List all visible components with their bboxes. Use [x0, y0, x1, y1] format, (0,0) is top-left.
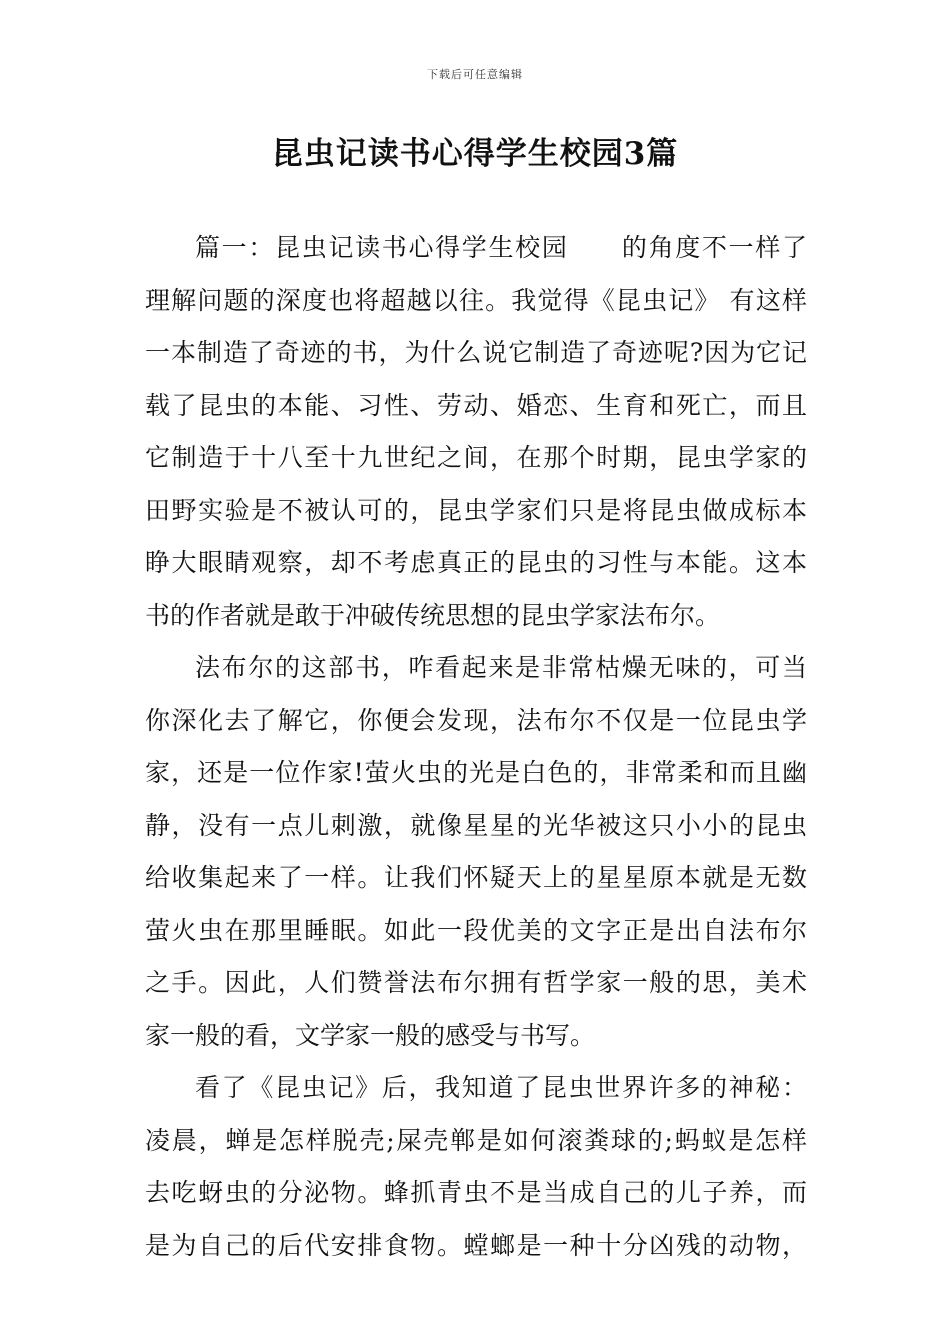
document-body [145, 222, 807, 1272]
document-title: 昆虫记读书心得学生校园3篇 [271, 136, 679, 172]
text-line: 书的作者就是敢于冲破传统思想的昆虫学家法布尔。 [145, 600, 721, 630]
text-line: 你深化去了解它，你便会发现，法布尔不仅是一位昆虫学 [145, 705, 807, 735]
text-line: 静，没有一点儿刺激，就像星星的光华被这只小小的昆虫 [145, 810, 807, 840]
text-line: 给收集起来了一样。让我们怀疑天上的星星原本就是无数 [145, 863, 807, 892]
text-line: 之手。因此，人们赞誉法布尔拥有哲学家一般的思，美术 [145, 968, 807, 997]
text-line: 法布尔的这部书，咋看起来是非常枯燥无味的，可当 [195, 653, 807, 682]
text-line: 田野实验是不被认可的，昆虫学家们只是将昆虫做成标本 [145, 495, 807, 525]
text-line: 是为自己的后代安排食物。螳螂是一种十分凶残的动物， [145, 1230, 807, 1260]
text-line: 家，还是一位作家!萤火虫的光是白色的，非常柔和而且幽 [145, 758, 807, 787]
text-line: 载了昆虫的本能、习性、劳动、婚恋、生育和死亡，而且 [145, 390, 807, 420]
text-line: 家一般的看，文学家一般的感受与书写。 [145, 1020, 596, 1050]
text-line: 凌晨，蝉是怎样脱壳;屎壳郸是如何滚粪球的;蚂蚁是怎样 [145, 1125, 807, 1155]
text-line: 睁大眼睛观察，却不考虑真正的昆虫的习性与本能。这本 [145, 548, 807, 577]
text-line: 去吃蚜虫的分泌物。蜂抓青虫不是当成自己的儿子养，而 [145, 1178, 807, 1207]
text-line: 篇一：昆虫记读书心得学生校园 的角度不一样了 [195, 233, 807, 262]
page-header: 下载后可任意编辑 [427, 68, 523, 81]
text-line: 看了《昆虫记》后，我知道了昆虫世界许多的神秘： [195, 1073, 807, 1102]
text-line: 理解问题的深度也将超越以往。我觉得《昆虫记》 有这样 [145, 285, 807, 315]
text-line: 萤火虫在那里睡眠。如此一段优美的文字正是出自法布尔 [145, 915, 807, 945]
text-line: 它制造于十八至十九世纪之间，在那个时期，昆虫学家的 [145, 443, 807, 472]
text-line: 一本制造了奇迹的书，为什么说它制造了奇迹呢?因为它记 [145, 338, 807, 367]
